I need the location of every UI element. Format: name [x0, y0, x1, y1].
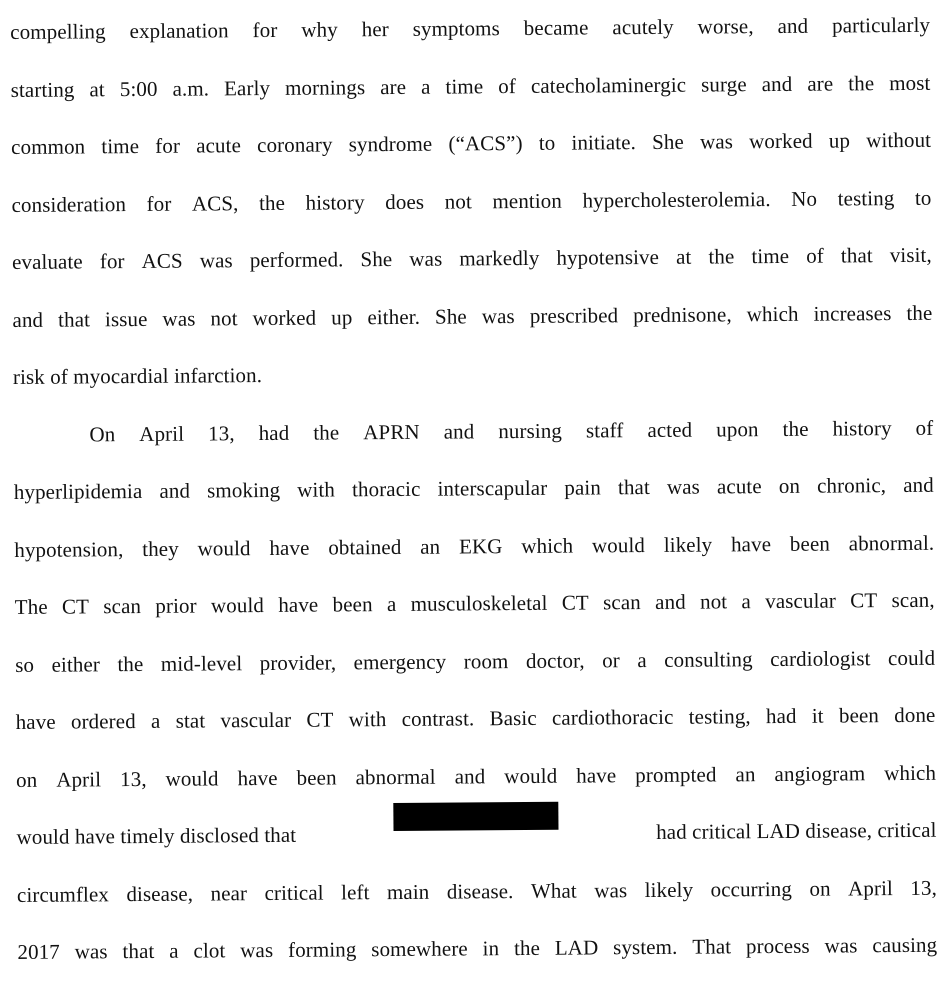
text-line-1: compelling explanation for why her symptoms became acutely worse, and particularly — [10, 12, 931, 44]
text-line-14: on April 13, would have been abnormal and would have prompted an angiogram which — [15, 760, 937, 792]
text-line-9: hyperlipidemia and smoking with thoracic interscapular pain that was acute on chronic, and — [13, 472, 934, 504]
text-line-7: risk of myocardial infarction. — [12, 363, 263, 389]
redaction-box — [393, 802, 558, 831]
text-line-5: evaluate for ACS was performed. She was markedly hypotensive at the time of that visit, — [11, 242, 932, 274]
text-line-2: starting at 5:00 a.m. Early mornings are a time of catecholaminergic surge and are the most — [10, 70, 931, 102]
redacted-line-after: had critical LAD disease, critical — [656, 817, 937, 844]
text-line-12: so either the mid-level provider, emergency room doctor, or a consulting cardiologist could — [15, 645, 936, 677]
text-line-4: consideration for ACS, the history does not mention hypercholesterolemia. No testing to — [11, 185, 932, 217]
redacted-line-before: would have timely disclosed that — [16, 822, 297, 849]
text-line-10: hypotension, they would have obtained an EKG which would likely have been abnormal. — [14, 530, 935, 562]
body-text — [10, 0, 938, 981]
text-line-17: 2017 was that a clot was forming somewhere in the LAD system. That process was causing — [17, 932, 938, 964]
text-line-16: circumflex disease, near critical left main disease. What was likely occurring on April 13, — [16, 875, 937, 907]
text-line-13: have ordered a stat vascular CT with contrast. Basic cardiothoracic testing, had it been done — [15, 702, 936, 734]
text-line-3: common time for acute coronary syndrome (“ACS”) to initiate. She was worked up without — [11, 127, 932, 159]
text-line-11: The CT scan prior would have been a musculoskeletal CT scan and not a vascular CT scan, — [14, 587, 935, 619]
text-line-6: and that issue was not worked up either. She was prescribed prednisone, which increases the — [12, 300, 933, 332]
text-line-8: On April 13, had the APRN and nursing staff acted upon the history of — [89, 415, 934, 446]
redacted-line — [16, 802, 936, 867]
